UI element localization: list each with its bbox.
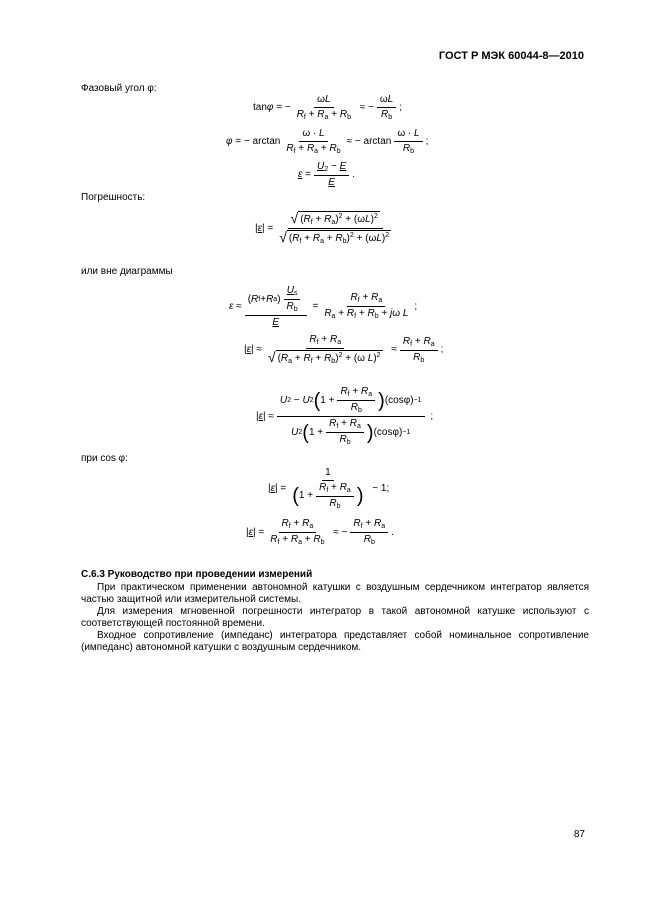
paragraph-2-text: Для измерения мгновенной погрешности интегратор в такой автономной катушке используют с соответствующей постоянной времени.	[81, 606, 589, 629]
formula-tan-phi: tan φ = − $\frac{\omega L}{R_f + R_a + R_b}$ ≈ − $\frac{\omega L}{R_b}$ ;	[253, 94, 403, 121]
formula-abs-epsilon-sqrt: | ε | = √ $(R_f + R_a)^2 + (\omega L)^2$ √ $(R_f + R_a + R_b)^2 + (\omega L)^2$	[255, 210, 390, 246]
formula-epsilon-approx: ε ≈ ( R f + R a ) $\frac{U_s}{R_b}$ E = $\frac{R_f + R_a}{R_a + R_f + R_b + j\omega L}$ ;	[229, 285, 418, 329]
page-number: 87	[573, 829, 585, 840]
label-error: Погрешность:	[81, 192, 146, 203]
paragraph-2	[81, 606, 589, 630]
formula-abs-epsilon-unity: | ε | = 1 ( 1 + $\frac{R_f + R_a}{R_b}$ ) − 1;	[268, 467, 390, 510]
page-header-title: ГОСТ Р МЭК 60044-8—2010	[438, 50, 584, 62]
paragraph-1	[81, 582, 589, 606]
formula-abs-epsilon-approx: | ε | ≈ $R_f + R_a$ √ $(R_a + R_f + R_b)^2 + (\omega$ L)$^2$ ≈ $\frac{R_f + R_a}{R_b}$ ;	[244, 334, 444, 366]
paragraph-1-text: При практическом применении автономной катушки с воздушным сердечником интегратор является частью защитной или измерительной системы.	[81, 582, 589, 605]
label-phase-angle: Фазовый угол φ:	[81, 83, 157, 94]
formula-epsilon-def: ε = $\frac{U_2 - E}{E}$ .	[298, 161, 356, 189]
paragraph-3	[81, 630, 589, 654]
label-outside-diagram: или вне диаграммы	[81, 266, 173, 277]
section-heading: С.6.3 Руководство при проведении измерений	[81, 569, 313, 580]
formula-abs-epsilon-cos: | ε | ≈ U 2 − U 2 ( 1 + $\frac{R_f + R_a}{R_b}$ ) (cosφ) −1 U 2 ( 1 + $\frac{R_f + R_a}{R_b}$ ) (cosφ) −1 ;	[256, 386, 434, 447]
paragraph-3-text: Входное сопротивление (импеданс) интегратора представляет собой номинальное сопротивление (импеданс) автономной катушки с воздушным сердечником.	[81, 630, 589, 653]
formula-phi-arctan: φ = − arctan $\frac{\omega \cdot L}{R_f + R_a + R_b}$ ≈ − arctan $\frac{\omega \cdot L}{R_b}$ ;	[226, 128, 429, 155]
label-at-cos-phi: при cos φ:	[81, 453, 128, 464]
formula-abs-epsilon-final: | ε | = $\frac{R_f + R_a}{R_f + R_a + R_b}$ ≈ − $\frac{R_f + R_a}{R_b}$ .	[246, 518, 394, 547]
